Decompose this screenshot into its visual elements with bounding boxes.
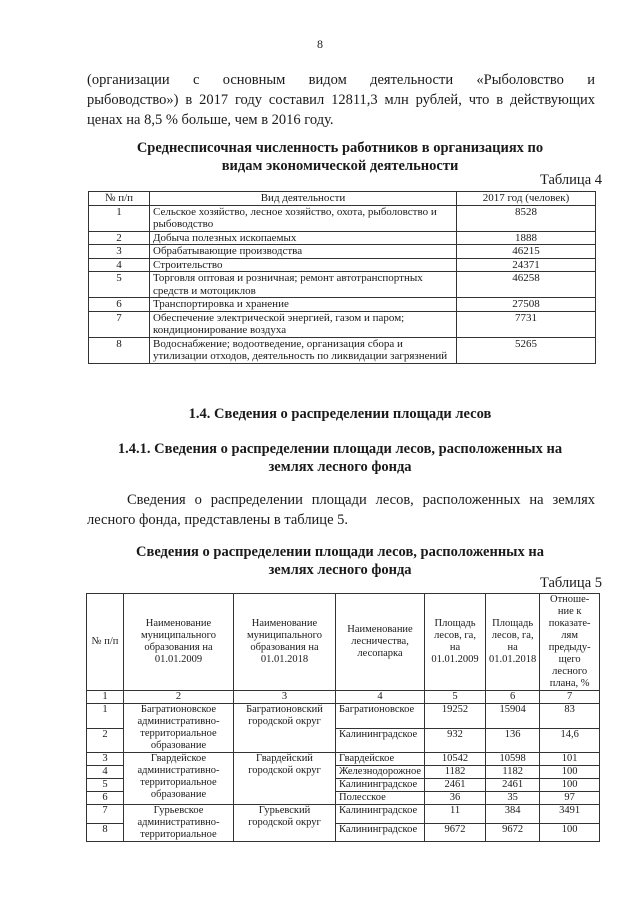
table4-activity-cell: Сельское хозяйство, лесное хозяйство, охота, рыболовство и рыбоводство <box>150 205 457 231</box>
table5-header-cell: № п/п <box>87 594 124 691</box>
table-row <box>89 272 596 298</box>
section-1-4-1-heading: 1.4.1. Сведения о распределении площади лесов, расположенных на <box>117 441 563 457</box>
table5-number-cell: 7 <box>87 805 124 824</box>
table5-area-2018-cell: 1182 <box>486 766 540 779</box>
table5-area-2009-cell: 10542 <box>425 753 486 766</box>
intro-line: (организации с основным видом деятельности «Рыболовство и <box>87 72 595 88</box>
table4-value-cell: 46258 <box>457 272 596 298</box>
table-row <box>89 231 596 245</box>
table5-forestry-cell: Калининградское <box>336 805 425 824</box>
table4-header-cell: Вид деятельности <box>150 192 457 206</box>
table5-area-2009-cell: 2461 <box>425 779 486 792</box>
table5-area-2009-cell: 932 <box>425 728 486 753</box>
body-paragraph-line: лесного фонда, представлены в таблице 5. <box>87 512 349 528</box>
table5 <box>86 593 600 842</box>
table5-header-cell: Наименование муниципального образования на 01.01.2009 <box>124 594 234 691</box>
table5-column-number: 6 <box>486 691 540 704</box>
table5-area-2018-cell: 35 <box>486 792 540 805</box>
table5-forestry-cell: Калининградское <box>336 823 425 842</box>
table5-number-cell: 3 <box>87 753 124 766</box>
table-row <box>89 337 596 363</box>
table5-area-2018-cell: 9672 <box>486 823 540 842</box>
table4-activity-cell: Добыча полезных ископаемых <box>150 231 457 245</box>
table4-number-cell: 2 <box>89 231 150 245</box>
section-1-4-1-heading: землях лесного фонда <box>268 459 412 475</box>
table5-ratio-cell: 3491 <box>540 805 600 824</box>
table5-area-2018-cell: 2461 <box>486 779 540 792</box>
table5-number-cell: 4 <box>87 766 124 779</box>
table4-header-row <box>89 192 596 206</box>
table5-area-2018-cell: 15904 <box>486 704 540 729</box>
table5-body <box>87 704 600 842</box>
table5-forestry-cell: Калининградское <box>336 779 425 792</box>
table-row <box>87 805 600 824</box>
section-1-4-heading: 1.4. Сведения о распределении площади лесов <box>188 406 492 422</box>
table-row <box>89 258 596 272</box>
table4-header-cell: 2017 год (человек) <box>457 192 596 206</box>
table4-number-cell: 7 <box>89 311 150 337</box>
table4-title: Среднесписочная численность работников в организациях по <box>136 140 544 156</box>
table4-header-cell: № п/п <box>89 192 150 206</box>
table4-activity-cell: Транспортировка и хранение <box>150 298 457 312</box>
table4-number-cell: 3 <box>89 245 150 259</box>
table-row <box>89 205 596 231</box>
table5-column-number: 7 <box>540 691 600 704</box>
table5-municipality-2009-cell: Багратионовское административно-территориальное образование <box>124 704 234 753</box>
table5-column-number: 4 <box>336 691 425 704</box>
table5-header-cell: Площадь лесов, га, на 01.01.2018 <box>486 594 540 691</box>
table4-number-cell: 1 <box>89 205 150 231</box>
table4-activity-cell: Строительство <box>150 258 457 272</box>
table5-forestry-cell: Гвардейское <box>336 753 425 766</box>
table5-column-number: 3 <box>234 691 336 704</box>
table5-area-2009-cell: 11 <box>425 805 486 824</box>
table5-title: Сведения о распределении площади лесов, расположенных на <box>136 544 544 560</box>
table5-area-2018-cell: 10598 <box>486 753 540 766</box>
table4-label: Таблица 4 <box>539 172 602 188</box>
table5-forestry-cell: Железнодорожное <box>336 766 425 779</box>
table5-ratio-cell: 14,6 <box>540 728 600 753</box>
table4-number-cell: 8 <box>89 337 150 363</box>
table5-header-cell: Наименование муниципального образования на 01.01.2018 <box>234 594 336 691</box>
table5-area-2009-cell: 9672 <box>425 823 486 842</box>
table4 <box>88 191 596 364</box>
table5-header-cell: Наименование лесничества, лесопарка <box>336 594 425 691</box>
table5-title: землях лесного фонда <box>268 562 412 578</box>
table5-forestry-cell: Калининградское <box>336 728 425 753</box>
table4-value-cell: 7731 <box>457 311 596 337</box>
table5-ratio-cell: 97 <box>540 792 600 805</box>
table5-municipality-2009-cell: Гурьевское административно-территориальное <box>124 805 234 842</box>
table5-ratio-cell: 100 <box>540 779 600 792</box>
page-number: 8 <box>317 37 323 51</box>
table5-forestry-cell: Багратионовское <box>336 704 425 729</box>
table5-column-number: 2 <box>124 691 234 704</box>
table5-ratio-cell: 101 <box>540 753 600 766</box>
table5-number-cell: 1 <box>87 704 124 729</box>
table4-number-cell: 5 <box>89 272 150 298</box>
table4-value-cell: 46215 <box>457 245 596 259</box>
table5-header-cell: Отноше-ние к показате-лям предыду-щего лесного плана, % <box>540 594 600 691</box>
table4-body <box>89 205 596 363</box>
table4-value-cell: 1888 <box>457 231 596 245</box>
table5-header-cell: Площадь лесов, га, на 01.01.2009 <box>425 594 486 691</box>
table4-value-cell: 24371 <box>457 258 596 272</box>
table4-activity-cell: Обрабатывающие производства <box>150 245 457 259</box>
table4-activity-cell: Водоснабжение; водоотведение, организация сбора и утилизации отходов, деятельность по ликвидации загрязнений <box>150 337 457 363</box>
table5-number-cell: 5 <box>87 779 124 792</box>
table4-value-cell: 8528 <box>457 205 596 231</box>
table5-number-cell: 6 <box>87 792 124 805</box>
table5-municipality-2009-cell: Гвардейское административно-территориальное образование <box>124 753 234 805</box>
intro-line: ценах на 8,5 % больше, чем в 2016 году. <box>87 112 334 128</box>
table5-ratio-cell: 83 <box>540 704 600 729</box>
body-paragraph-line: Сведения о распределении площади лесов, расположенных на землях <box>127 492 595 508</box>
table5-forestry-cell: Полесское <box>336 792 425 805</box>
table5-ratio-cell: 100 <box>540 823 600 842</box>
table4-value-cell: 27508 <box>457 298 596 312</box>
table5-number-cell: 2 <box>87 728 124 753</box>
table4-number-cell: 4 <box>89 258 150 272</box>
table4-number-cell: 6 <box>89 298 150 312</box>
intro-line: рыбоводство») в 2017 году составил 12811,3 млн рублей, что в действующих <box>87 92 595 108</box>
table-row <box>89 311 596 337</box>
table5-column-number: 5 <box>425 691 486 704</box>
table5-number-cell: 8 <box>87 823 124 842</box>
table5-ratio-cell: 100 <box>540 766 600 779</box>
table5-municipality-2018-cell: Багратионовский городской округ <box>234 704 336 753</box>
table5-column-number: 1 <box>87 691 124 704</box>
table5-municipality-2018-cell: Гурьевский городской округ <box>234 805 336 842</box>
table4-title: видам экономической деятельности <box>221 158 459 174</box>
table5-area-2018-cell: 384 <box>486 805 540 824</box>
table5-municipality-2018-cell: Гвардейский городской округ <box>234 753 336 805</box>
table-row <box>87 704 600 729</box>
table5-area-2009-cell: 19252 <box>425 704 486 729</box>
table4-activity-cell: Торговля оптовая и розничная; ремонт автотранспортных средств и мотоциклов <box>150 272 457 298</box>
table4-value-cell: 5265 <box>457 337 596 363</box>
table5-label: Таблица 5 <box>539 575 602 591</box>
table5-header-row <box>87 594 600 691</box>
table-row <box>89 245 596 259</box>
table5-area-2009-cell: 36 <box>425 792 486 805</box>
table-row <box>87 753 600 766</box>
table-row <box>89 298 596 312</box>
table5-area-2018-cell: 136 <box>486 728 540 753</box>
table5-area-2009-cell: 1182 <box>425 766 486 779</box>
table4-activity-cell: Обеспечение электрической энергией, газом и паром; кондиционирование воздуха <box>150 311 457 337</box>
table5-column-number-row <box>87 691 600 704</box>
